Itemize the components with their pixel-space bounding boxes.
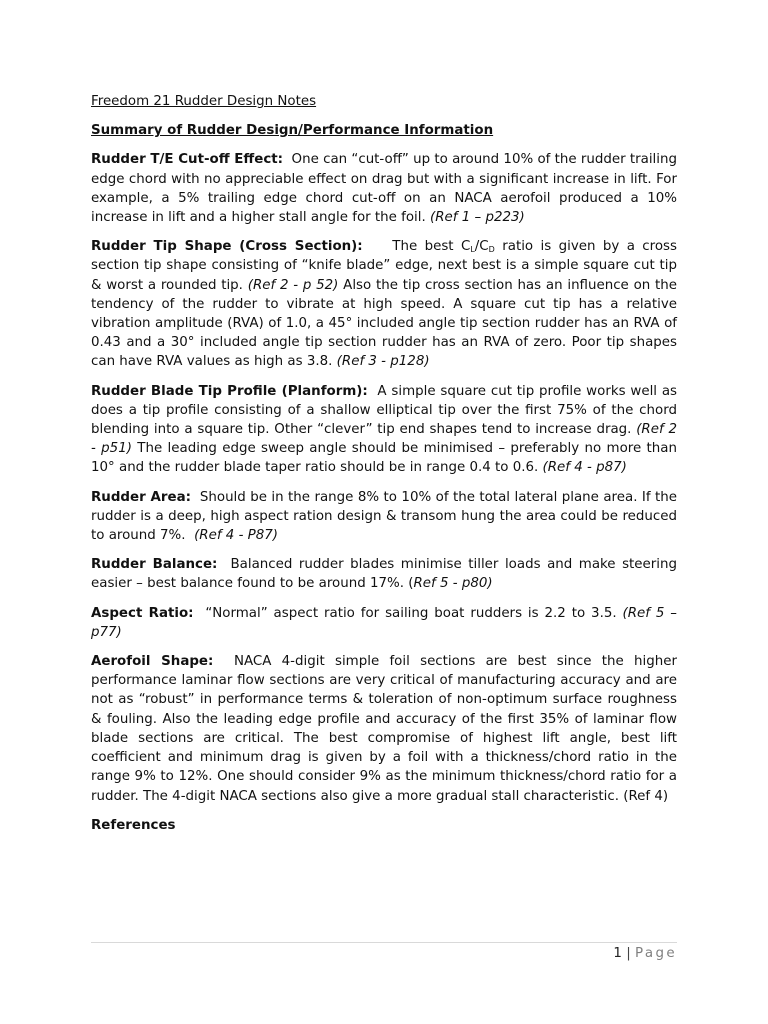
section-tip-profile — [91, 382, 677, 478]
section-reference: (Ref 4 - p87) — [542, 460, 627, 476]
section-text: ratio is given by a cross section tip shape consisting of “knife blade” edge, next best is a simple square cut tip & worst a rounded tip. — [91, 239, 678, 293]
section-text: The best C — [392, 239, 471, 255]
section-text: Also the tip cross section has an influence on the tendency of the rudder to vibrate at high speed. A square cut tip has a relative vibration amplitude (RVA) of 1.0, a 45° included angle tip section rudder has an RVA of 0.43 and a 30° included angle tip section rudder has an RVA of zero. Poor tip shapes can have RVA values as high as 3.8. — [91, 277, 677, 370]
footer-divider — [91, 942, 677, 943]
section-text: Should be in the range 8% to 10% of the total lateral plane area. If the rudder is a deep, high aspect ration design & transom hung the area could be reduced to around 7%. — [91, 489, 677, 544]
section-text: NACA 4-digit simple foil sections are best since the higher performance laminar flow sections are very critical of manufacturing accuracy and are not as “robust” in performance terms & toleration of non-optimum surface roughness & fouling. Also the leading edge profile and accuracy of the first 35% of laminar flow blade sections are critical. The best compromise of highest lift angle, best lift coefficient and minimum drag is given by a foil with a thickness/chord ratio in the range 9% to 12%. One should consider 9% as the minimum thickness/chord ratio for a rudder. The 4-digit NACA sections also give a more gradual stall characteristic. (Ref 4) — [91, 654, 677, 804]
section-text: Balanced rudder blades minimise tiller loads and make steering easier – best balance found to be around 17%. ( — [91, 557, 677, 592]
document-body — [91, 92, 677, 835]
section-reference: (Ref 2 - p51) — [91, 422, 677, 457]
section-heading: Rudder Blade Tip Profile (Planform): — [91, 383, 368, 399]
section-reference: (Ref 3 - p128) — [336, 354, 430, 370]
section-heading: Rudder Balance: — [91, 557, 218, 573]
section-heading: Aspect Ratio: — [91, 605, 194, 621]
section-text: “Normal” aspect ratio for sailing boat rudders is 2.2 to 3.5. — [205, 605, 617, 621]
section-text: One can “cut-off” up to around 10% of the rudder trailing edge chord with no appreciable effect on drag but with a significant increase in lift. For example, a 5% trailing edge chord cut-off on an NACA aerofoil produced a 10% increase in lift and a higher stall angle for the foil. — [91, 152, 677, 226]
page-label: Page — [634, 946, 677, 961]
references-heading: References — [91, 817, 176, 833]
section-text: The leading edge sweep angle should be minimised – preferably no more than 10° and the rudder blade taper ratio should be in range 0.4 to 0.6. — [91, 441, 677, 476]
section-text: /C — [474, 239, 489, 255]
section-heading: Rudder Tip Shape (Cross Section): — [91, 239, 363, 255]
page-footer — [613, 944, 677, 963]
section-reference: Ref 5 - p80) — [413, 576, 493, 592]
document-title: Freedom 21 Rudder Design Notes — [91, 94, 317, 109]
section-rudder-area — [91, 488, 677, 546]
section-tip-shape — [91, 237, 677, 371]
section-heading: Rudder T/E Cut-off Effect: — [91, 152, 284, 168]
section-reference: (Ref 1 – p223) — [430, 210, 525, 226]
subscript-l: L — [470, 245, 475, 255]
section-rudder-balance — [91, 555, 677, 593]
footer-separator: | — [626, 946, 631, 961]
section-heading: Rudder Area: — [91, 489, 191, 505]
section-aspect-ratio — [91, 604, 677, 642]
document-subtitle: Summary of Rudder Design/Performance Information — [91, 123, 494, 139]
section-te-cutoff — [91, 150, 677, 227]
section-text: A simple square cut tip profile works well as does a tip profile consisting of a shallow elliptical tip over the first 75% of the chord blending into a square tip. Other “clever” tip end shapes tend to increase drag. — [91, 383, 678, 438]
section-reference: (Ref 2 - p 52) — [247, 277, 339, 293]
page-number: 1 — [613, 946, 622, 961]
section-aerofoil-shape — [91, 652, 677, 806]
subscript-d: D — [488, 245, 495, 255]
section-heading: Aerofoil Shape: — [91, 654, 214, 670]
section-reference: (Ref 4 - P87) — [194, 528, 279, 544]
section-reference: (Ref 5 – p77) — [91, 605, 677, 640]
